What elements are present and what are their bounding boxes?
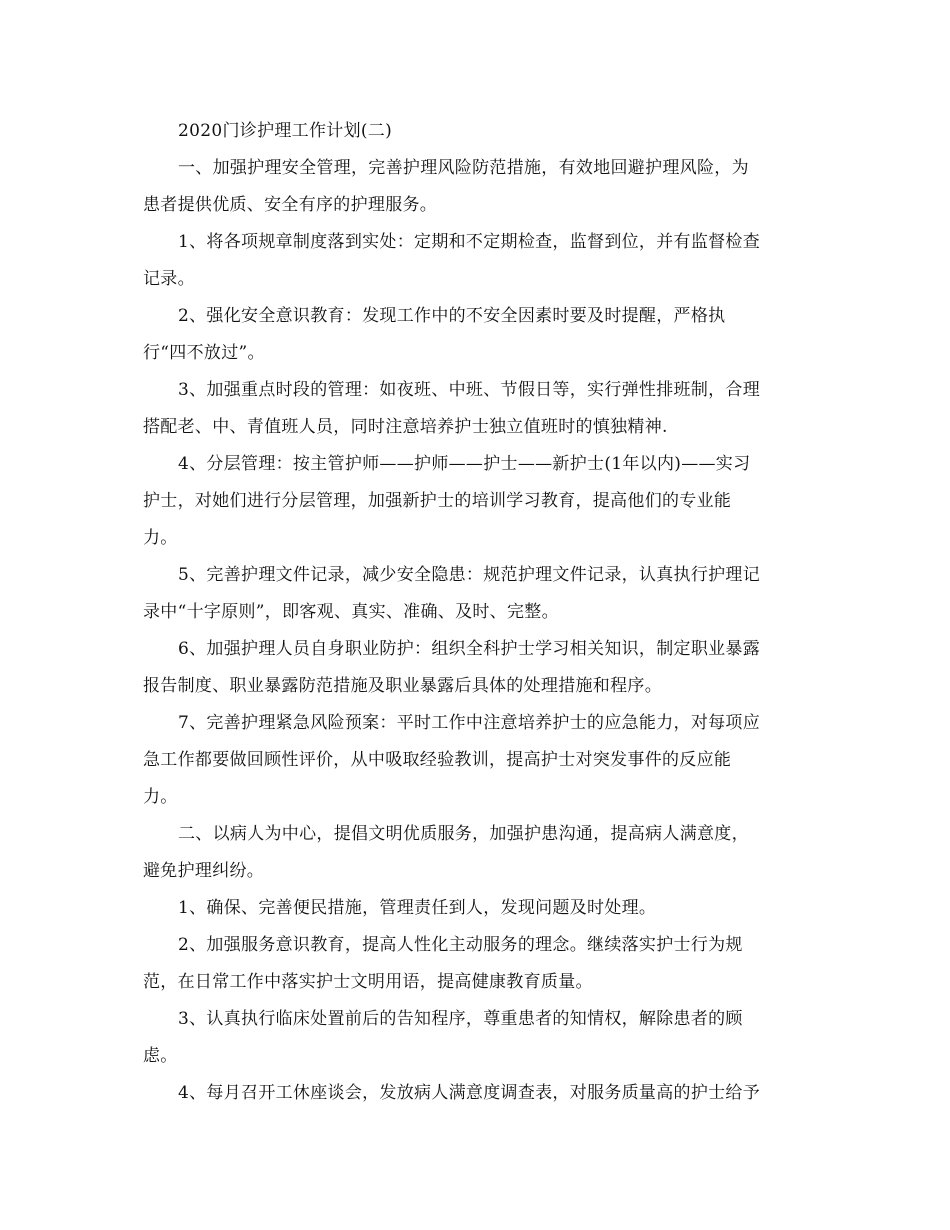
text-line: 2、加强服务意识教育，提高人性化主动服务的理念。继续落实护士行为规	[178, 935, 743, 955]
text-line: 急工作都要做回顾性评价，从中吸取经验教训，提高护士对突发事件的反应能	[143, 750, 732, 770]
text-line: 3、认真执行临床处置前后的告知程序，尊重患者的知情权，解除患者的顾	[178, 1009, 743, 1029]
text-line: 记录。	[143, 269, 195, 289]
document-title: 2020门诊护理工作计划(二)	[178, 121, 393, 141]
text-line: 1、将各项规章制度落到实处：定期和不定期检查，监督到位，并有监督检查	[178, 232, 761, 252]
text-line: 行“四不放过”。	[143, 343, 265, 363]
text-line: 力。	[143, 528, 178, 548]
text-line: 报告制度、职业暴露防范措施及职业暴露后具体的处理措施和程序。	[143, 676, 662, 696]
text-line: 6、加强护理人员自身职业防护：组织全科护士学习相关知识，制定职业暴露	[178, 639, 761, 659]
text-line: 7、完善护理紧急风险预案：平时工作中注意培养护士的应急能力，对每项应	[178, 713, 761, 733]
text-line: 3、加强重点时段的管理：如夜班、中班、节假日等，实行弹性排班制，合理	[178, 380, 761, 400]
text-line: 虑。	[143, 1046, 178, 1066]
text-line: 二、以病人为中心，提倡文明优质服务，加强护患沟通，提高病人满意度，	[178, 824, 749, 844]
text-line: 一、加强护理安全管理，完善护理风险防范措施，有效地回避护理风险，为	[178, 158, 749, 178]
text-line: 2、强化安全意识教育：发现工作中的不安全因素时要及时提醒，严格执	[178, 306, 726, 326]
text-line: 4、每月召开工休座谈会，发放病人满意度调查表，对服务质量高的护士给予	[178, 1083, 761, 1103]
text-line: 范，在日常工作中落实护士文明用语，提高健康教育质量。	[143, 972, 593, 992]
text-line: 搭配老、中、青值班人员，同时注意培养护士独立值班时的慎独精神.	[143, 417, 668, 437]
text-line: 患者提供优质、安全有序的护理服务。	[143, 195, 438, 215]
text-line: 避免护理纠纷。	[143, 861, 265, 881]
text-line: 护士，对她们进行分层管理，加强新护士的培训学习教育，提高他们的专业能	[143, 491, 732, 511]
text-line: 录中“十字原则”，即客观、真实、准确、及时、完整。	[143, 602, 559, 622]
text-line: 力。	[143, 787, 178, 807]
text-line: 1、确保、完善便民措施，管理责任到人，发现问题及时处理。	[178, 898, 657, 918]
text-line: 4、分层管理：按主管护师——护师——护士——新护士(1年以内)——实习	[178, 454, 751, 474]
text-line: 5、完善护理文件记录，减少安全隐患：规范护理文件记录，认真执行护理记	[178, 565, 761, 585]
